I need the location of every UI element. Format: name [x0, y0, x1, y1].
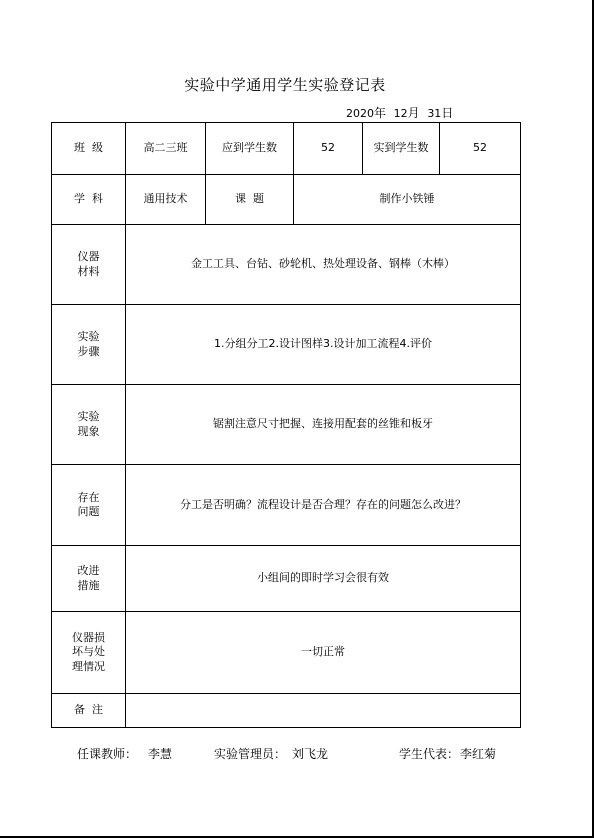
phenomenon-label [52, 385, 126, 465]
date-day-suffix: 日 [441, 106, 454, 120]
student-rep-label: 学生代表： [399, 747, 460, 761]
remark-content [126, 694, 521, 728]
subject-value: 通用技术 [126, 175, 206, 225]
date-day: 31 [427, 107, 442, 120]
remark-row [52, 694, 521, 728]
steps-label [52, 305, 126, 385]
registration-table [51, 122, 521, 728]
class-value: 高二三班 [126, 123, 206, 175]
equipment-content: 金工工具、台钻、砂轮机、热处理设备、钢棒（木棒） [126, 225, 521, 305]
problems-label-line2: 问题 [77, 505, 100, 518]
steps-label-line1: 实验 [77, 330, 100, 344]
problems-label-line1: 存在 [77, 490, 100, 504]
class-row [52, 123, 521, 175]
damage-label-line2: 坏与处 [72, 645, 105, 659]
steps-content: 1.分组分工2.设计图样3.设计加工流程4.评价 [126, 305, 521, 385]
manager-label: 实验管理员： [214, 747, 287, 761]
equipment-label [52, 225, 126, 305]
equipment-label-line2: 材料 [77, 264, 100, 278]
subject-label: 学 科 [52, 175, 126, 225]
improvement-content: 小组间的即时学习会很有效 [126, 546, 521, 612]
topic-value: 制作小铁锤 [294, 175, 521, 225]
equipment-label-line1: 仪器 [77, 250, 100, 264]
damage-label-line3: 理情况 [72, 659, 105, 673]
expected-students-value: 52 [294, 123, 363, 175]
phenomenon-content: 锯割注意尺寸把握、连接用配套的丝锥和板牙 [126, 385, 521, 465]
expected-students-label: 应到学生数 [206, 123, 294, 175]
improvement-label [52, 546, 126, 612]
actual-students-label: 实到学生数 [363, 123, 440, 175]
date-year-suffix: 年 [374, 106, 387, 120]
damage-row [52, 612, 521, 694]
student-rep-name: 李红菊 [460, 747, 497, 761]
date-month-suffix: 月 [407, 106, 420, 120]
damage-label [52, 612, 126, 694]
class-label: 班 级 [52, 123, 126, 175]
teacher-label: 任课教师： [77, 747, 138, 761]
date-year: 2020 [346, 107, 374, 120]
remark-label: 备 注 [52, 694, 126, 728]
problems-content: 分工是否明确？流程设计是否合理？存在的问题怎么改进？ [126, 465, 521, 546]
steps-label-line2: 步骤 [77, 344, 100, 358]
date-month: 12 [393, 107, 408, 120]
phenomenon-label-line2: 现象 [77, 424, 100, 438]
form-title: 实验中学通用学生实验登记表 [184, 76, 386, 94]
actual-students-value: 52 [440, 123, 521, 175]
equipment-row [52, 225, 521, 305]
signature-footer [0, 745, 594, 763]
phenomenon-row [52, 385, 521, 465]
damage-label-line1: 仪器损 [72, 631, 105, 645]
manager-name: 刘飞龙 [292, 747, 329, 761]
damage-content: 一切正常 [126, 612, 521, 694]
teacher-name: 李慧 [148, 747, 173, 761]
subject-row [52, 175, 521, 225]
improvement-label-line2: 措施 [77, 578, 100, 592]
improvement-row [52, 546, 521, 612]
form-date [346, 104, 453, 121]
problems-row [52, 465, 521, 546]
problems-label [52, 465, 126, 546]
phenomenon-label-line1: 实验 [77, 410, 100, 424]
steps-row [52, 305, 521, 385]
topic-label: 课 题 [206, 175, 294, 225]
improvement-label-line1: 改进 [77, 564, 100, 578]
